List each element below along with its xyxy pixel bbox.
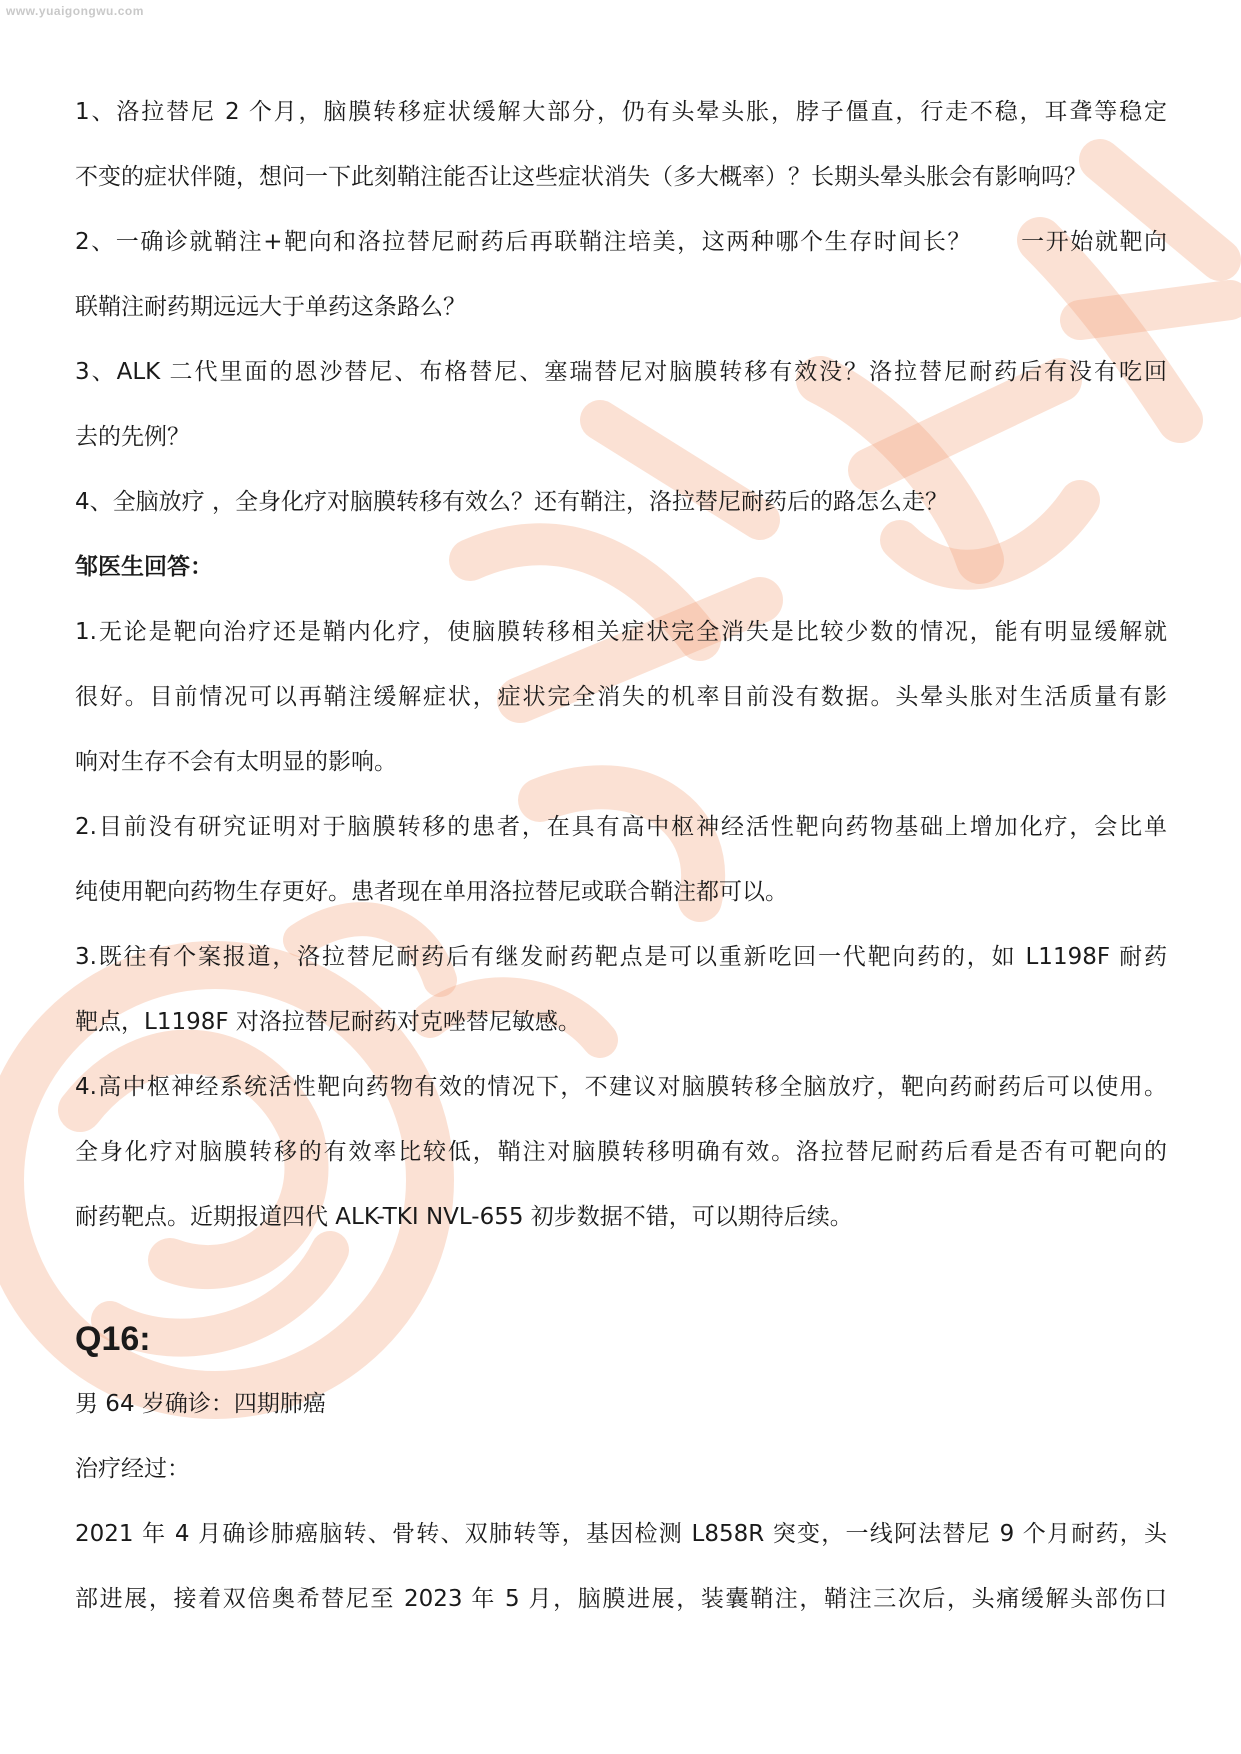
document-body	[75, 80, 1167, 1632]
question-3-line-2: 去的先例？	[75, 424, 190, 450]
q16-treatment-line-1: 2021 年 4 月确诊肺癌脑转、骨转、双肺转等，基因检测 L858R 突变，一线阿法替尼 9 个月耐药，头	[75, 1521, 1167, 1547]
question-3	[75, 340, 1167, 470]
q16-treatment-line-2: 部进展，接着双倍奥希替尼至 2023 年 5 月，脑膜进展，装囊鞘注，鞘注三次后，头痛缓解头部伤口	[75, 1586, 1167, 1612]
answer-2-line-1: 2.目前没有研究证明对于脑膜转移的患者，在具有高中枢神经活性靶向药物基础上增加化疗，会比单	[75, 814, 1167, 840]
answer-1	[75, 600, 1167, 795]
answer-4-line-3: 耐药靶点。近期报道四代 ALK-TKI NVL-655 初步数据不错，可以期待后续。	[75, 1204, 853, 1230]
watermark-site-url: www.yuaigongwu.com	[6, 4, 144, 18]
question-2-line-2: 联鞘注耐药期远远大于单药这条路么？	[75, 294, 466, 320]
answer-1-line-3: 响对生存不会有太明显的影响。	[75, 749, 397, 775]
question-4	[75, 470, 1167, 535]
question-1-line-1: 1、洛拉替尼 2 个月，脑膜转移症状缓解大部分，仍有头晕头胀，脖子僵直，行走不稳，耳聋等稳定	[75, 99, 1167, 125]
answer-3	[75, 925, 1167, 1055]
q16-patient-info: 男 64 岁确诊：四期肺癌	[75, 1391, 326, 1417]
answer-4-line-1: 4.高中枢神经系统活性靶向药物有效的情况下，不建议对脑膜转移全脑放疗，靶向药耐药后可以使用。	[75, 1074, 1167, 1100]
answer-3-line-1: 3.既往有个案报道，洛拉替尼耐药后有继发耐药靶点是可以重新吃回一代靶向药的，如 L1198F 耐药	[75, 944, 1167, 970]
answer-2	[75, 795, 1167, 925]
answer-4-line-2: 全身化疗对脑膜转移的有效率比较低，鞘注对脑膜转移明确有效。洛拉替尼耐药后看是否有可靶向的	[75, 1139, 1167, 1165]
question-1-line-2: 不变的症状伴随，想问一下此刻鞘注能否让这些症状消失（多大概率）？长期头晕头胀会有影响吗？	[75, 164, 1087, 190]
doctor-answer-heading: 邹医生回答：	[75, 554, 213, 580]
question-2	[75, 210, 1167, 340]
question-1	[75, 80, 1167, 210]
question-3-line-1: 3、ALK 二代里面的恩沙替尼、布格替尼、塞瑞替尼对脑膜转移有效没？洛拉替尼耐药后有没有吃回	[75, 359, 1167, 385]
q16-heading: Q16:	[75, 1320, 151, 1358]
q16-treatment-label: 治疗经过：	[75, 1456, 190, 1482]
question-4-line-1: 4、全脑放疗 ，全身化疗对脑膜转移有效么？还有鞘注，洛拉替尼耐药后的路怎么走？	[75, 489, 948, 515]
answer-4	[75, 1055, 1167, 1250]
answer-3-line-2: 靶点，L1198F 对洛拉替尼耐药对克唑替尼敏感。	[75, 1009, 581, 1035]
answer-1-line-1: 1.无论是靶向治疗还是鞘内化疗，使脑膜转移相关症状完全消失是比较少数的情况，能有明显缓解就	[75, 619, 1167, 645]
answer-2-line-2: 纯使用靶向药物生存更好。患者现在单用洛拉替尼或联合鞘注都可以。	[75, 879, 788, 905]
answer-1-line-2: 很好。目前情况可以再鞘注缓解症状，症状完全消失的机率目前没有数据。头晕头胀对生活质量有影	[75, 684, 1167, 710]
question-2-line-1: 2、一确诊就鞘注+靶向和洛拉替尼耐药后再联鞘注培美，这两种哪个生存时间长？ 一开始就靶向	[75, 229, 1167, 255]
